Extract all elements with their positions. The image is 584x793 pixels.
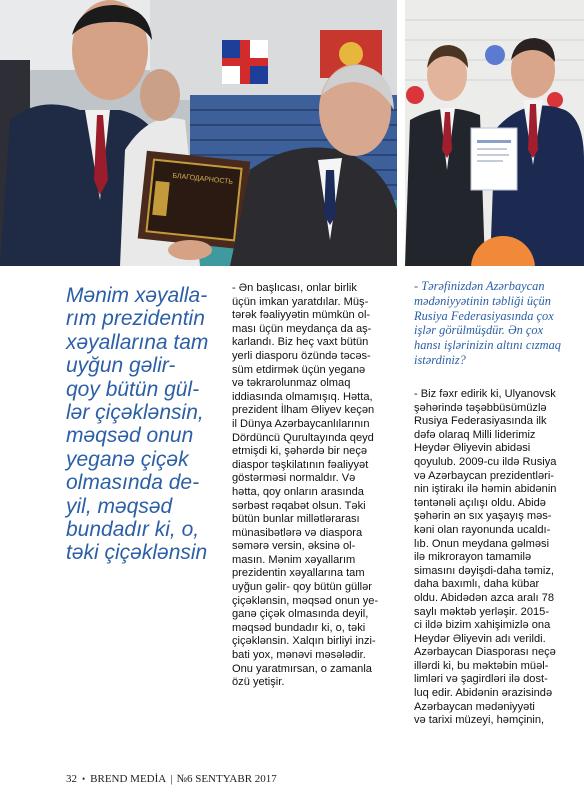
text-line: və tarixi müzeyi, həmçinin, xyxy=(414,714,545,727)
text-line: ci ildə bizim xahişimizlə ona xyxy=(414,619,551,632)
pull-quote-line: xəyallarına tam xyxy=(66,330,209,354)
pull-quote-line: uyğun gəlir- xyxy=(66,354,176,378)
text-line: özü yetişir. xyxy=(232,676,285,689)
pull-quote xyxy=(66,284,226,565)
text-line: qoyulub. 2009-cu ildə Rusiya xyxy=(414,455,557,468)
photo-award-ceremony-illustration xyxy=(0,0,397,266)
pull-quote-line: olmasında de- xyxy=(66,471,200,495)
text-line: oldu. Abidədən azca aralı 78 xyxy=(414,591,555,604)
text-line: nin iştirakı ilə həmin abidənin xyxy=(414,483,557,496)
pull-quote-line: lər çiçəklənsin, xyxy=(66,401,204,425)
question-line: mədəniyyətinin təbliği üçün xyxy=(414,293,551,308)
text-line: və Azərbaycan prezidentləri- xyxy=(414,469,554,482)
text-line: simasını dəyişdi-daha təmiz, xyxy=(414,564,554,577)
text-line: saylı məktəb yerləşir. 2015- xyxy=(414,605,550,618)
text-line: ganə çiçək olmasında deyil, xyxy=(232,608,369,621)
question-line: - Tərəfinizdən Azərbaycan xyxy=(414,279,545,293)
text-line: illərdi ki, bu məktəbin müəl- xyxy=(414,659,549,672)
text-line: bati yox, mənəvi məsələdir. xyxy=(232,649,366,662)
question-line: istərdiniz? xyxy=(414,352,466,367)
text-line: sərbəst rəqabət olsun. Təki xyxy=(232,499,366,512)
pull-quote-line: rım prezidentin xyxy=(66,307,205,331)
interview-answer xyxy=(414,388,584,728)
text-line: süm etdirmək üçün yeganə xyxy=(232,363,366,376)
page-footer xyxy=(66,773,277,785)
plaque-title: БЛАГОДАРНОСТЬ xyxy=(172,172,234,186)
question-line: Rusiya Federasiyasında çox xyxy=(414,308,554,323)
text-line: - Ən başlıcası, onlar birlik xyxy=(232,282,357,294)
pull-quote-line: qoy bütün gül- xyxy=(66,377,200,401)
flag-left xyxy=(222,40,268,84)
text-line: prezidentin xəyallarına tam xyxy=(232,567,365,580)
text-line: luq edir. Abidənin ərazisində xyxy=(414,687,553,700)
text-line: şəhərin ən sıx yaşayış məs- xyxy=(414,510,552,523)
text-line: karlandı. Biz heç vaxt bütün xyxy=(232,336,369,349)
text-line: səmərə versin, əksinə ol- xyxy=(232,540,356,553)
text-line: ması üçün meydança da aş- xyxy=(232,322,372,335)
interview-question xyxy=(414,279,584,368)
text-line: üçün imkan yaratdılar. Müş- xyxy=(232,295,369,308)
text-line: iddiasında olmamışıq. Hətta, xyxy=(232,390,373,403)
text-line: lıb. Onun meydana gəlməsi xyxy=(414,537,550,550)
photo-student-certificate xyxy=(405,0,584,266)
footer-bullet: • xyxy=(82,774,86,784)
text-line: limləri və şagirdləri ilə dost- xyxy=(414,673,548,686)
text-line: Heydər Əliyevin abidəsi xyxy=(414,442,531,455)
text-line: məqsəd bundadır ki, o, təki xyxy=(232,621,366,634)
question-line: hansı işlərinizin altını cızmaq xyxy=(414,338,561,353)
text-line: Rusiya Federasiyasında ilk xyxy=(414,415,547,428)
text-line: il Dünya Azərbaycanlılarının xyxy=(232,417,370,430)
pull-quote-line: məqsəd onun xyxy=(66,424,194,448)
pull-quote-line: bundadır ki, o, xyxy=(66,518,200,542)
text-line: Dördüncü Qurultayında qeyd xyxy=(232,431,374,444)
text-line: çiçəklənsin. Xalqın birliyi inzi- xyxy=(232,635,376,648)
text-line: yerli diasporu özündə təcəs- xyxy=(232,349,371,362)
question-line: işlər görülmüşdür. Ən çox xyxy=(414,323,544,338)
issue-info: №6 SENTYABR 2017 xyxy=(176,773,277,785)
magazine-name: BREND MEDİA xyxy=(90,773,167,785)
text-line: Azərbaycan Diasporası neçə xyxy=(414,646,556,659)
text-line: masın. Mənim xəyallarım xyxy=(232,553,356,566)
text-line: tərək fəaliyyətin mümkün ol- xyxy=(232,309,371,322)
text-line: Azərbaycan mədəniyyəti xyxy=(414,700,535,713)
certificate xyxy=(471,128,517,190)
text-line: çiçəklənsin, məqsəd onun ye- xyxy=(232,594,379,607)
text-line: dəfə olaraq Milli liderimiz xyxy=(414,428,536,441)
pull-quote-line: Mənim xəyalla- xyxy=(66,284,208,307)
page-number: 32 xyxy=(66,773,77,785)
text-line: kəni olan rayonunda ucaldı- xyxy=(414,523,551,536)
footer-separator: | xyxy=(170,773,173,785)
pull-quote-line: yil, məqsəd xyxy=(66,494,173,518)
article-column-middle xyxy=(232,282,400,690)
photo-student-certificate-illustration xyxy=(405,0,584,266)
pull-quote-line: təki çiçəklənsin xyxy=(66,541,208,565)
text-line: daha baxımlı, daha kübar xyxy=(414,578,540,591)
text-line: Heydər Əliyevin adı verildi. xyxy=(414,632,546,645)
text-line: hətta, qoy onların arasında xyxy=(232,485,364,498)
text-line: bütün bunlar millətlərarası xyxy=(232,513,360,526)
text-line: Onu yaratmırsan, o zamanla xyxy=(232,662,372,675)
text-line: prezident İlham Əliyev keçən xyxy=(232,404,375,417)
text-line: ilə mikrorayon tamamilə xyxy=(414,551,532,564)
text-line: göstərməsi normaldır. Və xyxy=(232,472,356,485)
text-line: diaspor təşkilatının fəaliyyət xyxy=(232,458,369,471)
award-plaque xyxy=(138,151,251,249)
pull-quote-line: yeganə çiçək xyxy=(66,447,189,471)
text-line: və təkrarolunmaz olmaq xyxy=(232,377,351,390)
text-line: şəhərində təşəbbüsümüzlə xyxy=(414,401,547,414)
text-line: təntənəli açılışı oldu. Abidə xyxy=(414,496,546,509)
photo-award-ceremony xyxy=(0,0,397,266)
text-line: uyğun gəlir- qoy bütün güllər xyxy=(232,581,372,594)
text-line: münasibətlərə və diaspora xyxy=(232,526,363,539)
text-line: etmişdi ki, şəhərdə bir neçə xyxy=(232,445,368,458)
text-line: - Biz fəxr edirik ki, Ulyanovsk xyxy=(414,388,556,400)
